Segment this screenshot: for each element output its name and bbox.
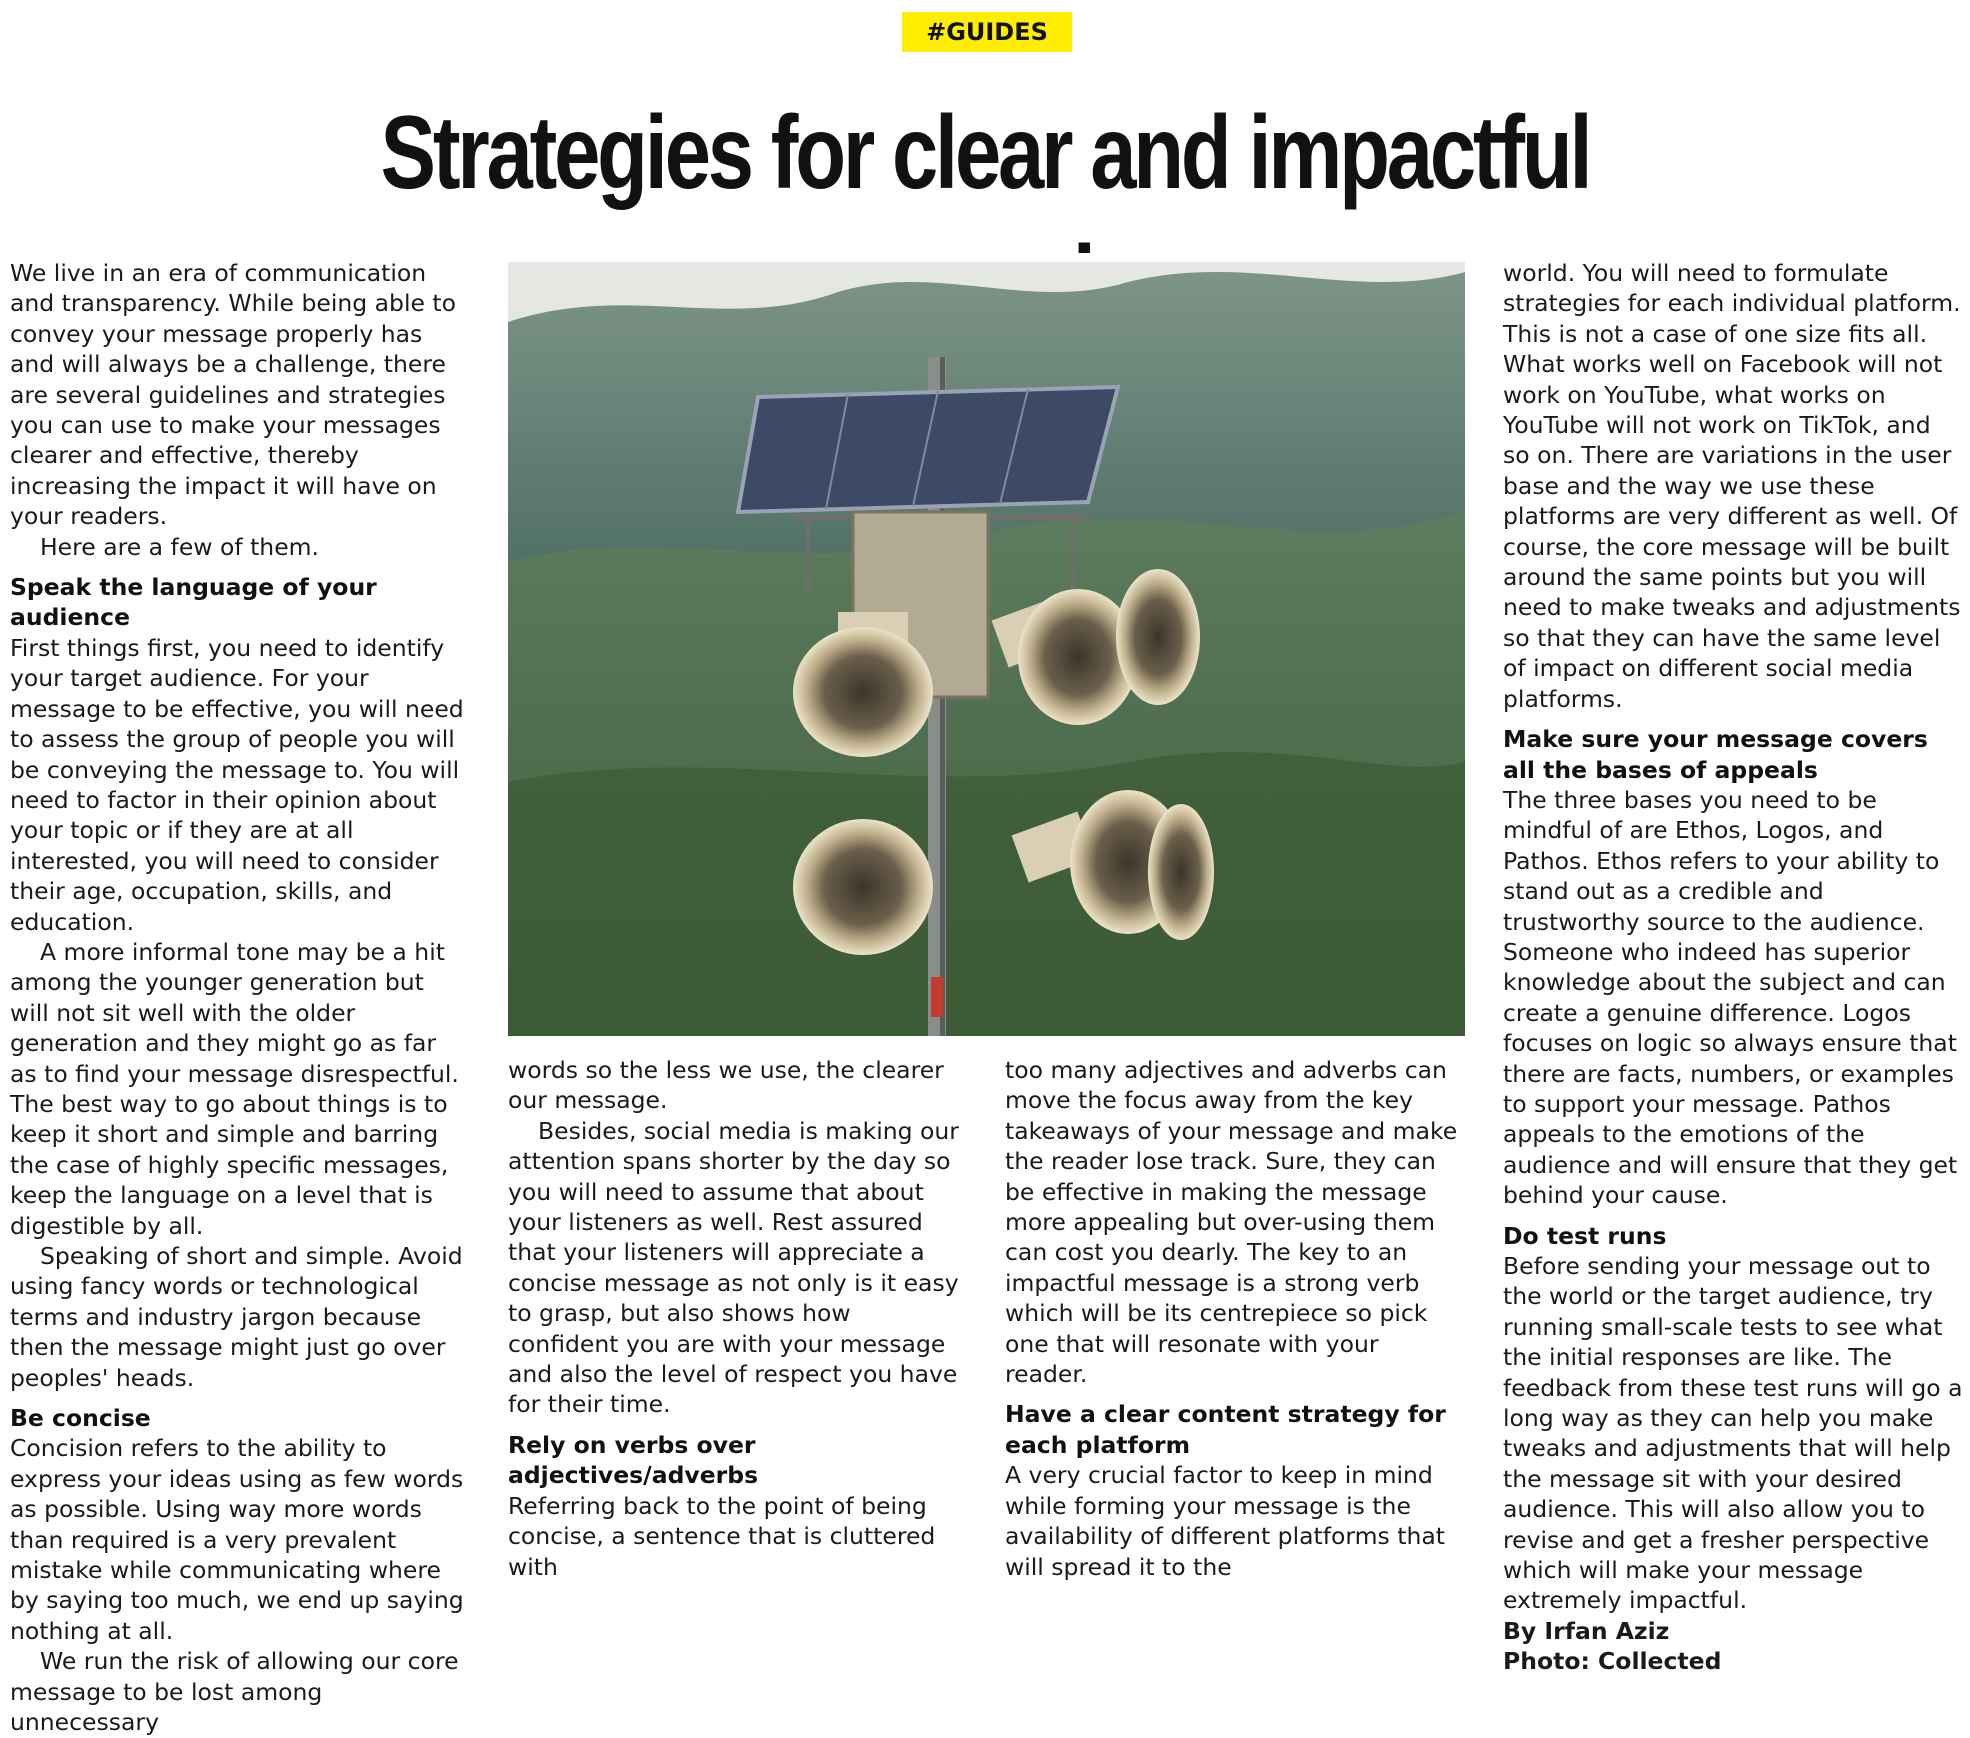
paragraph: words so the less we use, the clearer our message. [508,1056,944,1115]
intro-paragraph: We live in an era of communication and transparency. While being able to convey your message properly has and will always be a challenge, there are several guidelines and strategies you can use to make your messages clearer and effective, thereby increasing the impact it will have on your readers. [10,259,456,531]
paragraph: too many adjectives and adverbs can move the focus away from the key takeaways of your message and make the reader lose track. Sure, they can be effective in making the message more appealing but over-using them can cost you dearly. The key to an impactful message is a strong verb which will be its centrepiece so pick one that will resonate with your reader. [1005,1056,1458,1389]
article-column-3 [1005,1055,1465,1582]
article-headline: Strategies for clear and impactful [380,95,1590,211]
subheading-be-concise: Be concise [10,1404,151,1433]
paragraph: world. You will need to formulate strategies for each individual platform. This is not a case of one size fits all. What works well on Facebook will not work on YouTube, what works on YouTube will not work on TikTok, and so on. There are variations in the user base and the way we use these platforms are very different as well. Of course, the core message will be built around the same points but you will need to make tweaks and adjustments so that they can have the same level of impact on different social media platforms. [1503,259,1961,713]
subheading-rely-on-verbs: Rely on verbs over adjectives/adverbs [508,1430,759,1490]
subheading-speak-language: Speak the language of your audience [10,573,377,632]
loudspeaker-photo [508,262,1465,1036]
paragraph: Referring back to the point of being concise, a sentence that is cluttered with [508,1491,936,1581]
paragraph: A very crucial factor to keep in mind while forming your message is the availability of different platforms that will spread it to the [1005,1461,1445,1581]
article-column-2 [508,1055,968,1582]
paragraph: Besides, social media is making our attention spans shorter by the day so you will need to assume that about your listeners as well. Rest assured that your listeners will appreciate a concise message as not only is it easy to grasp, but also shows how confident you are with your message and also the level of respect you have for their time. [508,1116,959,1419]
paragraph: We run the risk of allowing our core message to be lost among unnecessary [10,1647,459,1737]
paragraph: Before sending your message out to the world or the target audience, try running small-scale tests to see what the initial responses are like. The feedback from these test runs will go a long way as they can help you make tweaks and adjustments that will help the message sit with your desired audience. This will also allow you to revise and get a fresher perspective which will make your message extremely impactful. [1503,1252,1963,1615]
paragraph: The three bases you need to be mindful of are Ethos, Logos, and Pathos. Ethos refers to your ability to stand out as a credible and trustworthy source to the audience. Someone who indeed has superior knowledge about the subject and can create a genuine difference. Logos focuses on logic so always ensure that there are facts, numbers, or examples to support your message. Pathos appeals to the emotions of the audience and will ensure that they get behind your cause. [1503,785,1958,1210]
author-byline: By Irfan Aziz [1503,1616,1670,1645]
paragraph: Speaking of short and simple. Avoid using fancy words or technological terms and industry jargon because then the message might just go over peoples' heads. [10,1242,463,1392]
paragraph: Here are a few of them. [40,532,320,561]
article-column-4 [1503,258,1963,1677]
subheading-bases-of-appeals: Make sure your message covers all the bases of appeals [1503,725,1928,784]
subheading-content-strategy: Have a clear content strategy for each platform [1005,1400,1446,1459]
subheading-test-runs: Do test runs [1503,1221,1667,1250]
photo-credit: Photo: Collected [1503,1647,1722,1676]
section-tag: #GUIDES [902,12,1072,52]
paragraph: Concision refers to the ability to express your ideas using as few words as possible. Using way more words than required is a very prevalent mistake while communicating where by saying too much, we end up saying nothing at all. [10,1434,464,1645]
article-column-1 [10,258,465,1738]
paragraph: First things first, you need to identify your target audience. For your message to be effective, you will need to assess the group of people you will be conveying the message to. You will need to factor in their opinion about your topic or if they are at all interested, you will need to consider their age, occupation, skills, and education. [10,633,464,936]
paragraph: A more informal tone may be a hit among the younger generation but will not sit well with the older generation and they might go as far as to find your message disrespectful. The best way to go about things is to keep it short and simple and barring the case of highly specific messages, keep the language on a level that is digestible by all. [10,937,459,1240]
